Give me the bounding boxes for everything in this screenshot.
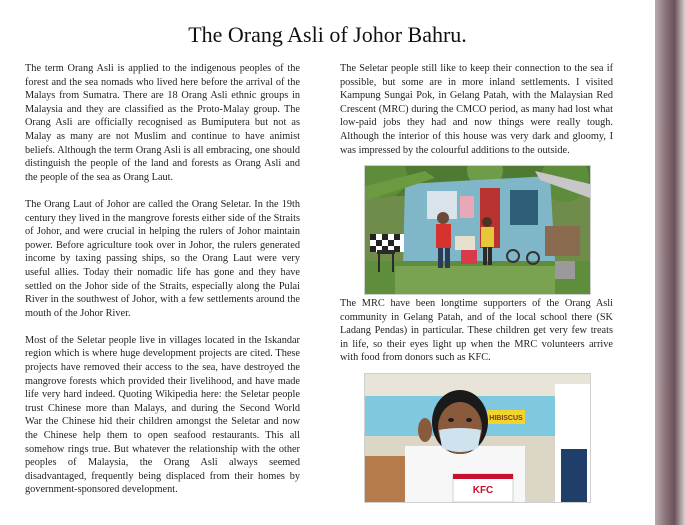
- paragraph-seletar-villages: Most of the Seletar people live in villages located in the Iskandar region which is where huge development projects are cited. These projects have removed their access to the sea, have destroyed the mangrove forests which provided their livelihood, and have made life very hard indeed. Quoting Wikipedia here: the Seletar people trust Chinese more than Malays, and during the Second World War the Chinese hid their children amongst the Seletar and now the Chinese help them to open seafood restaurants. This all somehow rings true. But whatever the relationship with the other peoples of Malaysia, the Orang Asli always seemed disadvantaged, frequently being displaced from their homes by government-sponsored development.: [25, 334, 300, 496]
- child-photo: [364, 373, 591, 503]
- paragraph-seletar-sea: The Seletar people still like to keep their connection to the sea if possible, but some are in more inland settlements. I visited Kampung Sungai Pok, in Gelang Patah, with the Malaysian Red Crescent (MRC) during the CMCO period, as many had lost what low-paid jobs they had and now things were really tough. Although the interior of this house was very dark and gloomy, I was impressed by the colourful additions to the outside.: [340, 63, 613, 156]
- left-column: [25, 62, 300, 511]
- right-column-bottom: [340, 297, 613, 379]
- page-title: The Orang Asli of Johor Bahru.: [188, 22, 467, 47]
- classroom-sign-text: HIBISCUS: [489, 415, 523, 422]
- page-edge-shadow: [655, 0, 685, 525]
- house-photo: [364, 165, 591, 295]
- right-column-top: [340, 62, 613, 171]
- paragraph-mrc-support: The MRC have been longtime supporters of the Orang Asli community in Gelang Patah, and of the local school there (SK Ladang Pendas) in particular. These children get very few treats in life, so their eyes light up when the MRC volunteers arrive with food from donors such as KFC.: [340, 298, 613, 364]
- kfc-box-text: KFC: [472, 485, 494, 496]
- paragraph-orang-laut: The Orang Laut of Johor are called the Orang Seletar. In the 19th century they lived in the mangrove forests either side of the Straits of Johor, and were crucial in helping the rulers of Johor maintain power. Before agriculture took over in Johor, the rulers generated income by taxing passing ships, so the Orang Laut were very useful allies. Today their nomadic life has gone and they have settled on the Johor side of the Straits, especially along the Pulai River in the southwest of Johor, with a few settlements around the mouth of the Johor River.: [25, 198, 300, 319]
- paragraph-orang-asli-intro: The term Orang Asli is applied to the indigenous peoples of the forest and the sea nomads who lived here before the arrival of the Malays from Sumatra. There are 18 Orang Asli ethnic groups in Malaysia and they are classified as the Proto-Malay group. The Orang Asli are officially recognised as Bumiputera but not as Malay as many are not Muslim and continue to have animist beliefs. Although the term Orang Asli is all embracing, one should distinguish the people of the land and forests as Orang Asli and the people of the sea as Orang Laut.: [25, 63, 300, 183]
